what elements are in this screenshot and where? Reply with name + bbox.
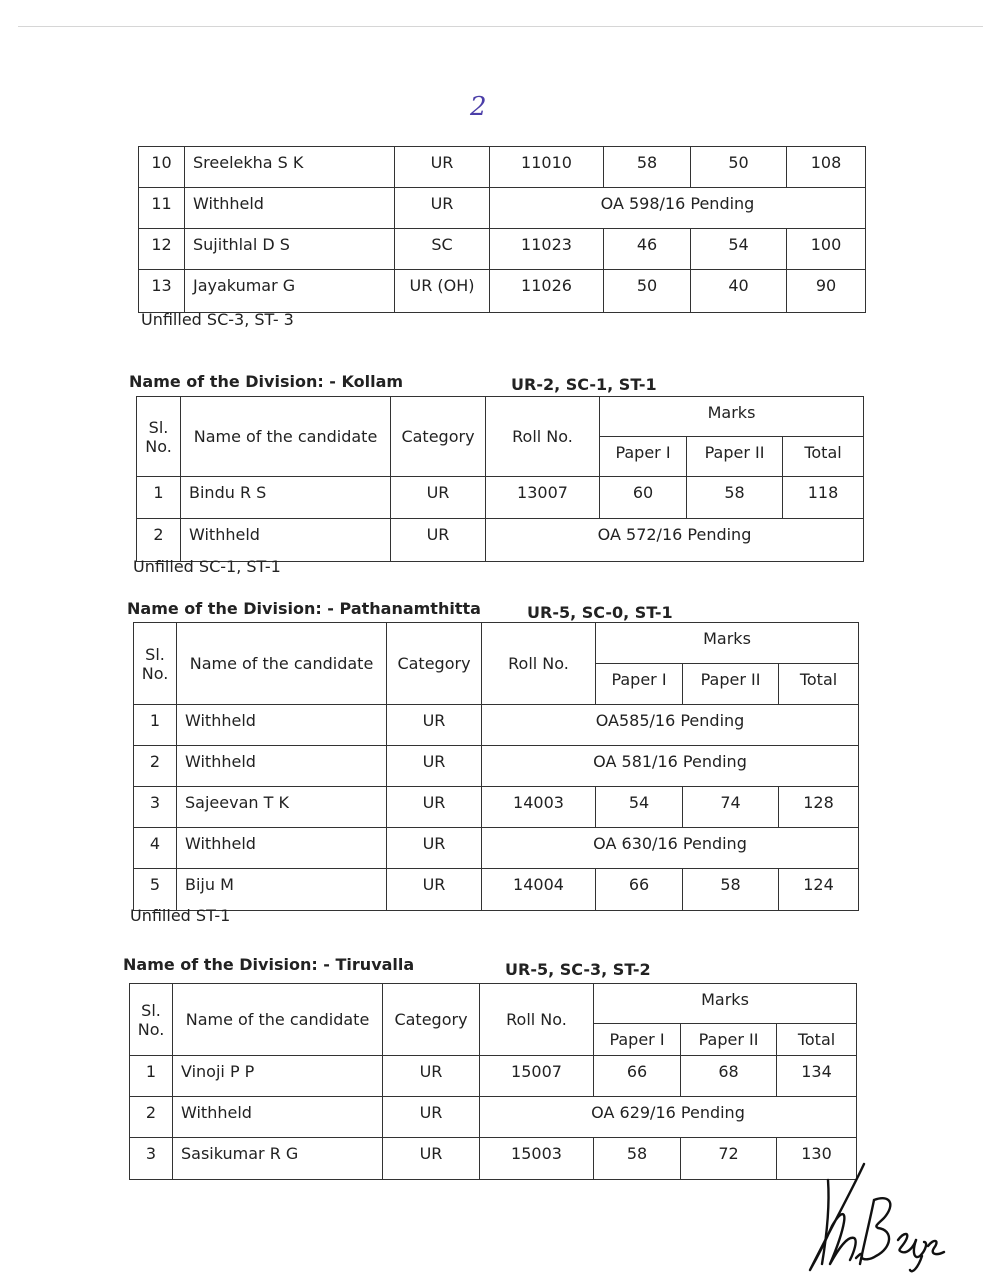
roll-cell: 13007	[486, 477, 600, 519]
table-row	[139, 147, 866, 188]
division-title: Name of the Division: - Pathanamthitta	[127, 599, 481, 618]
paper1-cell: 46	[604, 229, 691, 270]
roll-cell: 11023	[490, 229, 604, 270]
name-cell: Withheld	[173, 1097, 383, 1138]
sl-cell: 10	[139, 147, 185, 188]
unfilled-note: Unfilled SC-3, ST- 3	[141, 310, 294, 329]
total-cell: 108	[787, 147, 866, 188]
table-row	[139, 270, 866, 313]
total-header: Total	[783, 437, 864, 477]
category-header: Category	[387, 623, 482, 705]
total-cell: 118	[783, 477, 864, 519]
sl-cell: 2	[134, 746, 177, 787]
category-header: Category	[391, 397, 486, 477]
category-cell: UR	[395, 188, 490, 229]
roll-cell: 15007	[480, 1056, 594, 1097]
table-row	[134, 746, 859, 787]
roll-cell: 15003	[480, 1138, 594, 1180]
marks-header: Marks	[600, 397, 864, 437]
paper2-cell: 68	[681, 1056, 777, 1097]
paper1-header: Paper I	[594, 1024, 681, 1056]
paper2-cell: 54	[691, 229, 787, 270]
name-cell: Sajeevan T K	[177, 787, 387, 828]
paper1-cell: 66	[596, 869, 683, 911]
total-cell: 134	[777, 1056, 857, 1097]
name-cell: Withheld	[185, 188, 395, 229]
table-row	[139, 188, 866, 229]
name-cell: Withheld	[177, 705, 387, 746]
unfilled-note: Unfilled SC-1, ST-1	[133, 557, 281, 576]
division-title: Name of the Division: - Tiruvalla	[123, 955, 415, 974]
paper2-cell: 72	[681, 1138, 777, 1180]
sl-no-header: Sl. No.	[137, 397, 181, 477]
sl-cell: 13	[139, 270, 185, 313]
pending-status-cell: OA 629/16 Pending	[480, 1097, 857, 1138]
paper1-cell: 58	[604, 147, 691, 188]
signature	[800, 1160, 950, 1278]
name-cell: Sreelekha S K	[185, 147, 395, 188]
category-cell: UR	[383, 1097, 480, 1138]
roll-no-header: Roll No.	[486, 397, 600, 477]
division-title: Name of the Division: - Kollam	[129, 372, 404, 391]
paper1-header: Paper I	[600, 437, 687, 477]
pending-status-cell: OA585/16 Pending	[482, 705, 859, 746]
sl-cell: 5	[134, 869, 177, 911]
paper2-cell: 40	[691, 270, 787, 313]
sl-cell: 1	[137, 477, 181, 519]
sl-cell: 1	[130, 1056, 173, 1097]
handwritten-page-number: 2	[470, 92, 487, 122]
vacancy-summary: UR-2, SC-1, ST-1	[511, 375, 657, 394]
total-cell: 90	[787, 270, 866, 313]
pending-status-cell: OA 581/16 Pending	[482, 746, 859, 787]
paper1-cell: 60	[600, 477, 687, 519]
table-row	[137, 477, 864, 519]
table-row	[134, 869, 859, 911]
category-cell: UR	[383, 1056, 480, 1097]
roll-cell: 11010	[490, 147, 604, 188]
pending-status-cell: OA 598/16 Pending	[490, 188, 866, 229]
roll-cell: 11026	[490, 270, 604, 313]
name-cell: Withheld	[177, 746, 387, 787]
category-cell: UR	[387, 746, 482, 787]
table-row	[134, 828, 859, 869]
unfilled-note: Unfilled ST-1	[130, 906, 231, 925]
paper2-header: Paper II	[683, 664, 779, 705]
vacancy-summary: UR-5, SC-3, ST-2	[505, 960, 651, 979]
name-cell: Withheld	[181, 519, 391, 562]
table-row	[130, 1138, 857, 1180]
marks-header: Marks	[596, 623, 859, 664]
name-cell: Biju M	[177, 869, 387, 911]
sl-cell: 11	[139, 188, 185, 229]
total-cell: 124	[779, 869, 859, 911]
paper1-cell: 54	[596, 787, 683, 828]
pending-status-cell: OA 630/16 Pending	[482, 828, 859, 869]
paper2-cell: 58	[683, 869, 779, 911]
total-cell: 100	[787, 229, 866, 270]
paper2-header: Paper II	[687, 437, 783, 477]
total-cell: 128	[779, 787, 859, 828]
page-top-rule	[18, 26, 983, 27]
name-cell: Bindu R S	[181, 477, 391, 519]
category-cell: UR	[391, 519, 486, 562]
category-header: Category	[383, 984, 480, 1056]
category-cell: UR	[387, 828, 482, 869]
roll-cell: 14003	[482, 787, 596, 828]
roll-no-header: Roll No.	[480, 984, 594, 1056]
name-cell: Withheld	[177, 828, 387, 869]
roll-cell: 14004	[482, 869, 596, 911]
roll-no-header: Roll No.	[482, 623, 596, 705]
pending-status-cell: OA 572/16 Pending	[486, 519, 864, 562]
header-row	[134, 623, 859, 664]
paper2-cell: 74	[683, 787, 779, 828]
tiruvalla-results-table	[129, 983, 857, 1180]
table-row	[134, 787, 859, 828]
table-row	[137, 519, 864, 562]
marks-header: Marks	[594, 984, 857, 1024]
sl-no-header: Sl. No.	[134, 623, 177, 705]
paper1-cell: 66	[594, 1056, 681, 1097]
continued-results-table	[138, 146, 866, 313]
table-row	[134, 705, 859, 746]
table-row	[130, 1097, 857, 1138]
header-row	[130, 984, 857, 1024]
sl-cell: 12	[139, 229, 185, 270]
sl-cell: 4	[134, 828, 177, 869]
paper2-header: Paper II	[681, 1024, 777, 1056]
category-cell: UR	[395, 147, 490, 188]
sl-no-header: Sl. No.	[130, 984, 173, 1056]
table-row	[130, 1056, 857, 1097]
sl-cell: 2	[130, 1097, 173, 1138]
paper2-cell: 50	[691, 147, 787, 188]
sl-cell: 3	[134, 787, 177, 828]
category-cell: SC	[395, 229, 490, 270]
category-cell: UR (OH)	[395, 270, 490, 313]
name-cell: Vinoji P P	[173, 1056, 383, 1097]
category-cell: UR	[391, 477, 486, 519]
name-cell: Sujithlal D S	[185, 229, 395, 270]
header-row	[137, 397, 864, 437]
sl-cell: 3	[130, 1138, 173, 1180]
paper2-cell: 58	[687, 477, 783, 519]
paper1-cell: 58	[594, 1138, 681, 1180]
pathanamthitta-results-table	[133, 622, 859, 911]
category-cell: UR	[383, 1138, 480, 1180]
name-cell: Sasikumar R G	[173, 1138, 383, 1180]
name-header: Name of the candidate	[177, 623, 387, 705]
total-cell: 130	[777, 1138, 857, 1180]
category-cell: UR	[387, 705, 482, 746]
paper1-header: Paper I	[596, 664, 683, 705]
category-cell: UR	[387, 787, 482, 828]
table-row	[139, 229, 866, 270]
sl-cell: 1	[134, 705, 177, 746]
total-header: Total	[777, 1024, 857, 1056]
vacancy-summary: UR-5, SC-0, ST-1	[527, 603, 673, 622]
name-header: Name of the candidate	[173, 984, 383, 1056]
name-cell: Jayakumar G	[185, 270, 395, 313]
kollam-results-table	[136, 396, 864, 562]
total-header: Total	[779, 664, 859, 705]
category-cell: UR	[387, 869, 482, 911]
name-header: Name of the candidate	[181, 397, 391, 477]
paper1-cell: 50	[604, 270, 691, 313]
sl-cell: 2	[137, 519, 181, 562]
